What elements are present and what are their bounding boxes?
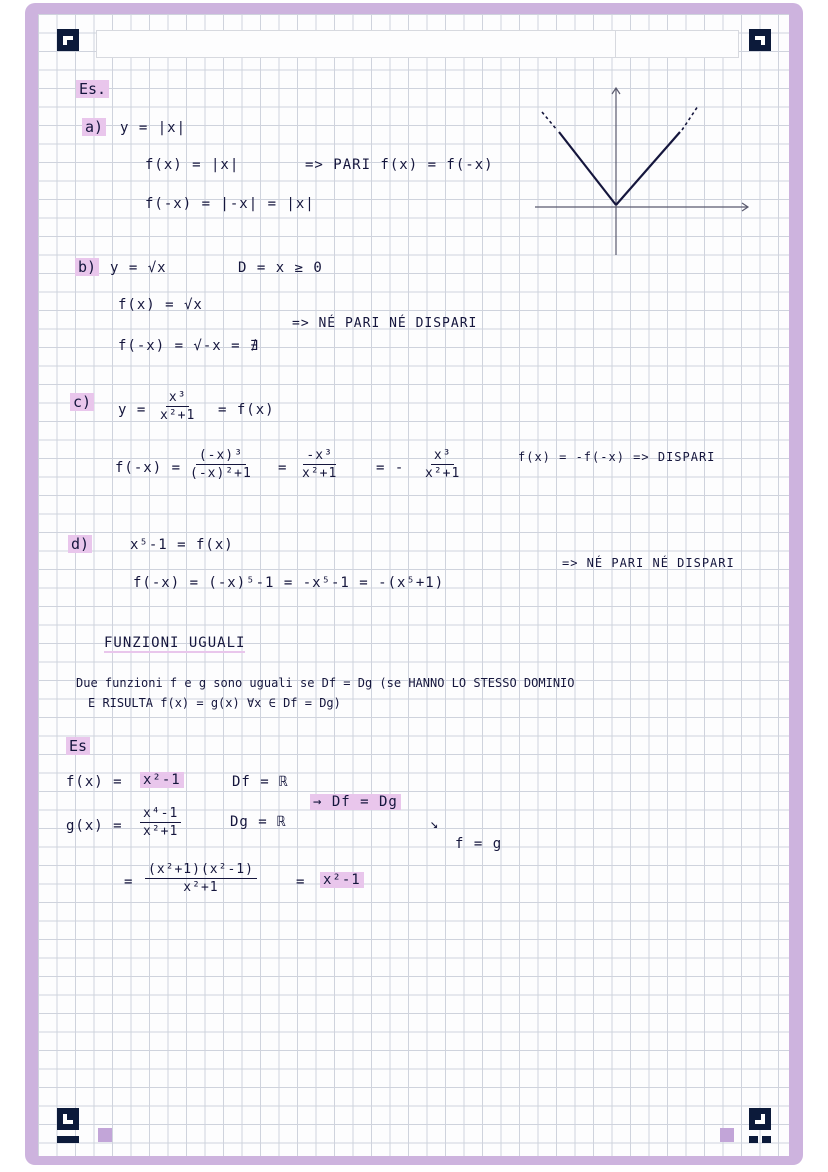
c-frac2-num: (-x)³ xyxy=(196,448,246,465)
c-frac1-den: x²+1 xyxy=(160,408,196,423)
corner-marker-bottom-left-icon xyxy=(57,1108,79,1146)
expand-num: (x²+1)(x²-1) xyxy=(145,862,257,879)
c-result: f(x) = -f(-x) => DISPARI xyxy=(518,450,716,464)
expand-fraction xyxy=(145,862,257,895)
fx-label: f(x) = xyxy=(66,774,123,790)
b-line1: y = √x xyxy=(110,260,167,276)
a-line2: f(x) = |x| xyxy=(145,157,240,173)
b-line2: f(x) = √x xyxy=(118,297,203,313)
corner-marker-top-left-icon xyxy=(57,29,79,51)
example-label: Es xyxy=(66,737,90,755)
page-marker-right xyxy=(720,1128,734,1142)
c-fraction-4 xyxy=(425,448,460,481)
c-fmx: f(-x) = xyxy=(115,460,182,476)
c-fraction-1 xyxy=(160,390,195,423)
expand-eq: = xyxy=(124,874,134,890)
c-frac4-den: x²+1 xyxy=(425,466,461,481)
d-result: => NÉ PARI NÉ DISPARI xyxy=(562,556,735,570)
corner-marker-bottom-right-icon xyxy=(749,1108,771,1146)
gx-den: x²+1 xyxy=(143,824,179,839)
b-line3: f(-x) = √-x = ∄ xyxy=(118,338,260,354)
a-result: => PARI f(x) = f(-x) xyxy=(305,157,494,173)
gx-fraction xyxy=(140,806,181,839)
c-frac3-num: -x³ xyxy=(303,448,335,465)
item-d-label: d) xyxy=(68,535,92,553)
d-line1: x⁵-1 = f(x) xyxy=(130,537,234,553)
c-eq2: = - xyxy=(376,460,405,476)
c-y-eq: y = xyxy=(118,402,147,418)
item-b-label: b) xyxy=(75,258,99,276)
item-a-label: a) xyxy=(82,118,106,136)
final-value: x²-1 xyxy=(320,872,364,888)
fx-value: x²-1 xyxy=(140,772,184,788)
c-fraction-3 xyxy=(302,448,337,481)
dg-domain: Dg = ℝ xyxy=(230,814,287,830)
a-line3: f(-x) = |-x| = |x| xyxy=(145,196,315,212)
b-result: => NÉ PARI NÉ DISPARI xyxy=(292,316,478,331)
gx-label: g(x) = xyxy=(66,818,123,834)
definition-line1: Due funzioni f e g sono uguali se Df = Dg (se HANNO LO STESSO DOMINIO xyxy=(76,676,575,690)
c-fraction-2 xyxy=(190,448,252,481)
corner-marker-top-right-icon xyxy=(749,29,771,51)
final-eq: = xyxy=(296,874,306,890)
c-frac3-den: x²+1 xyxy=(302,466,338,481)
b-domain: D = x ≥ 0 xyxy=(238,260,323,276)
conclusion: f = g xyxy=(455,836,503,852)
page-marker-left xyxy=(98,1128,112,1142)
section-title: FUNZIONI UGUALI xyxy=(104,635,246,651)
gx-num: x⁴-1 xyxy=(140,806,181,823)
df-domain: Df = ℝ xyxy=(232,774,289,790)
definition-line2: E RISULTA f(x) = g(x) ∀x ∈ Df = Dg) xyxy=(88,696,341,710)
c-frac1-num: x³ xyxy=(166,390,190,407)
domain-equal: → Df = Dg xyxy=(310,794,401,810)
d-line2: f(-x) = (-x)⁵-1 = -x⁵-1 = -(x⁵+1) xyxy=(133,575,445,591)
conclusion-arrow: ↘ xyxy=(430,816,440,832)
expand-den: x²+1 xyxy=(183,880,219,895)
abs-value-graph xyxy=(530,80,755,260)
item-c-label: c) xyxy=(70,393,94,411)
header-box xyxy=(96,30,739,58)
c-frac4-num: x³ xyxy=(431,448,455,465)
a-line1: y = |x| xyxy=(120,120,187,136)
c-eq-fx: = f(x) xyxy=(218,402,275,418)
c-eq1: = xyxy=(278,460,288,476)
c-frac2-den: (-x)²+1 xyxy=(190,466,252,481)
es-label: Es. xyxy=(76,80,109,98)
